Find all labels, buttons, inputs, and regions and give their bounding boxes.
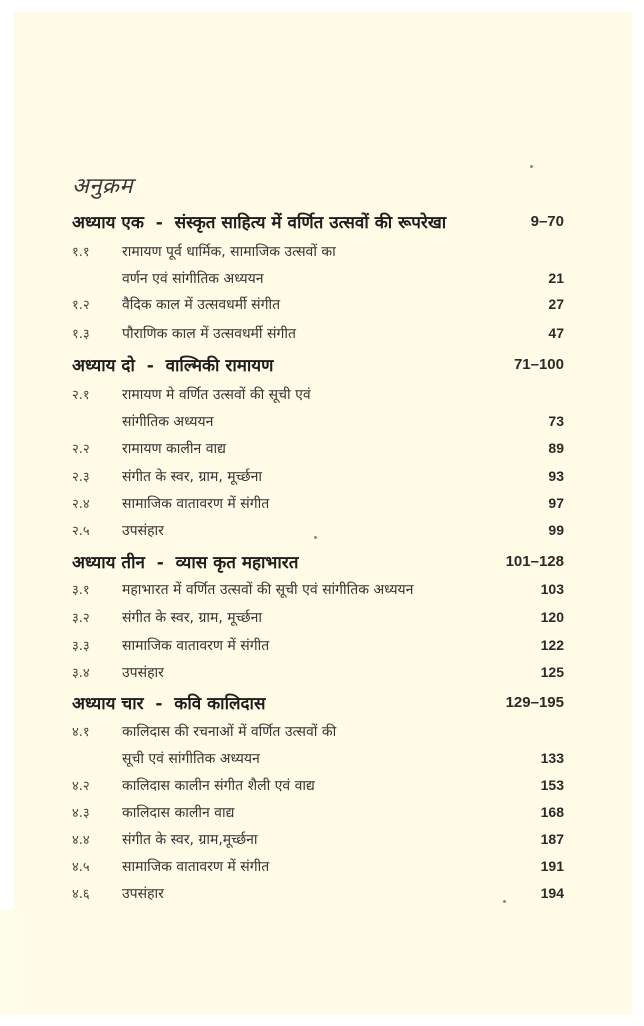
page-number: 191: [540, 858, 564, 874]
section-title: संगीत के स्वर, ग्राम, मूर्च्छना: [122, 609, 262, 626]
section-number: २.३: [72, 470, 90, 485]
page-number: 168: [540, 804, 564, 820]
section-title: सूची एवं सांगीतिक अध्ययन: [122, 750, 260, 767]
chapter-heading: [72, 208, 564, 234]
chapter-heading: [72, 689, 564, 715]
section-number: १.१: [72, 245, 90, 260]
page-number: 120: [540, 609, 564, 625]
toc-title: अनुक्रम: [72, 174, 134, 199]
section-title: उपसंहार: [122, 522, 164, 539]
section-title: संगीत के स्वर, ग्राम,मूर्च्छना: [122, 831, 258, 848]
chapter-title: अध्याय दो - वाल्मिकी रामायण: [72, 355, 274, 376]
page-number: 125: [540, 664, 564, 680]
section-number: ३.१: [72, 583, 90, 598]
section-title: सांगीतिक अध्ययन: [122, 413, 214, 430]
toc-entry: [72, 381, 564, 407]
section-number: ३.२: [72, 611, 90, 626]
section-title: वर्णन एवं सांगीतिक अध्ययन: [122, 270, 264, 287]
section-title: सामाजिक वातावरण में संगीत: [122, 495, 270, 512]
section-title: रामायण मे वर्णित उत्सवों की सूची एवं: [122, 386, 311, 403]
section-number: ४.६: [72, 887, 90, 902]
toc-entry: [72, 435, 564, 461]
section-number: ४.४: [72, 833, 90, 848]
toc-entry-continued: [72, 408, 564, 434]
toc-entry: [72, 853, 564, 879]
section-title: वैदिक काल में उत्सवधर्मी संगीत: [122, 296, 281, 313]
toc-entry: [72, 576, 564, 602]
section-title: सामाजिक वातावरण में संगीत: [122, 858, 270, 875]
print-speck: [314, 536, 317, 539]
section-title: कालिदास की रचनाओं में वर्णित उत्सवों की: [122, 723, 337, 740]
toc-entry: [72, 604, 564, 630]
section-number: २.४: [72, 497, 90, 512]
page-number: 194: [540, 885, 564, 901]
chapter-heading: [72, 548, 564, 574]
section-title: महाभारत में वर्णित उत्सवों की सूची एवं सांगीतिक अध्ययन: [122, 581, 414, 598]
toc-entry: [72, 463, 564, 489]
section-number: ४.२: [72, 779, 90, 794]
page-number: 103: [540, 581, 564, 597]
section-number: २.५: [72, 524, 90, 539]
toc-entry: [72, 799, 564, 825]
page-number: 153: [540, 777, 564, 793]
toc-entry: [72, 718, 564, 744]
chapter-title: अध्याय तीन - व्यास कृत महाभारत: [72, 552, 299, 573]
toc-entry: [72, 291, 564, 317]
toc-entry: [72, 490, 564, 516]
toc-entry: [72, 880, 564, 906]
chapter-pages: 129–195: [505, 693, 564, 711]
chapter-pages: 71–100: [513, 355, 564, 373]
section-number: २.१: [72, 388, 90, 403]
chapter-pages: 9–70: [530, 212, 564, 230]
section-number: ४.३: [72, 806, 90, 821]
toc-entry: [72, 238, 564, 264]
section-title: कालिदास कालीन संगीत शैली एवं वाद्य: [122, 777, 315, 794]
toc-entry: [72, 659, 564, 685]
section-title: उपसंहार: [122, 885, 164, 902]
page-number: 93: [548, 468, 564, 484]
page-number: 89: [548, 440, 564, 456]
section-title: रामायण पूर्व धार्मिक, सामाजिक उत्सवों का: [122, 243, 336, 260]
chapter-heading: [72, 351, 564, 377]
section-number: १.२: [72, 298, 90, 313]
page-number: 97: [548, 495, 564, 511]
page-number: 122: [540, 637, 564, 653]
toc-entry: [72, 517, 564, 543]
section-title: उपसंहार: [122, 664, 164, 681]
page-number: 99: [548, 522, 564, 538]
toc-entry-continued: [72, 745, 564, 771]
toc-entry: [72, 320, 564, 346]
chapter-title: अध्याय चार - कवि कालिदास: [72, 693, 266, 714]
section-number: २.२: [72, 442, 90, 457]
chapter-title: अध्याय एक - संस्कृत साहित्य में वर्णित उत्सवों की रूपरेखा: [72, 212, 447, 233]
toc-entry: [72, 826, 564, 852]
section-title: संगीत के स्वर, ग्राम, मूर्च्छना: [122, 468, 262, 485]
toc-entry: [72, 772, 564, 798]
page-number: 133: [540, 750, 564, 766]
toc-entry: [72, 632, 564, 658]
page-number: 73: [548, 413, 564, 429]
page-number: 47: [548, 325, 564, 341]
section-number: ४.५: [72, 860, 90, 875]
page-number: 27: [548, 296, 564, 312]
page-number: 187: [540, 831, 564, 847]
section-title: कालिदास कालीन वाद्य: [122, 804, 235, 821]
section-number: ३.३: [72, 639, 90, 654]
page-number: 21: [548, 270, 564, 286]
toc-entry-continued: [72, 265, 564, 291]
section-title: रामायण कालीन वाद्य: [122, 440, 226, 457]
chapter-pages: 101–128: [505, 552, 564, 570]
section-number: १.३: [72, 327, 90, 342]
section-title: सामाजिक वातावरण में संगीत: [122, 637, 270, 654]
section-number: ३.४: [72, 666, 90, 681]
print-speck: [530, 165, 533, 168]
section-number: ४.१: [72, 725, 90, 740]
section-title: पौराणिक काल में उत्सवधर्मी संगीत: [122, 325, 296, 342]
print-speck: [503, 900, 506, 903]
